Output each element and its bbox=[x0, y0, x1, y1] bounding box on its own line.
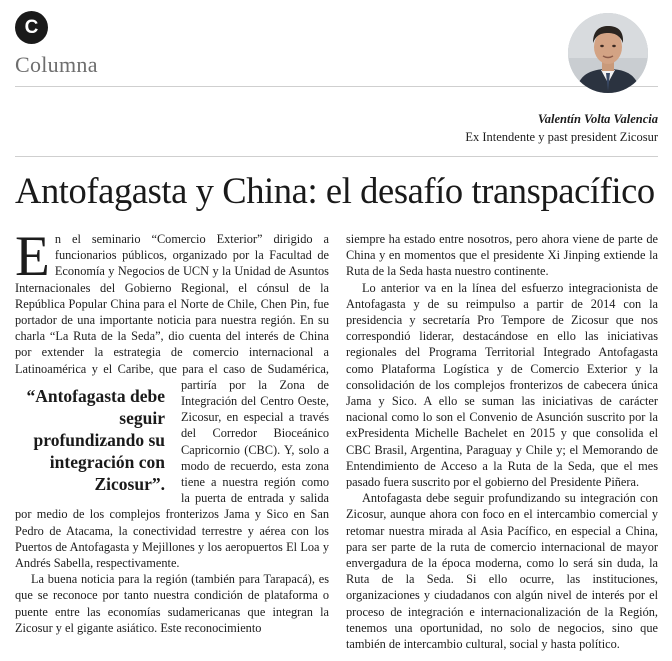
pull-quote: “Antofagasta debe seguir profundizando su integración con Zicosur”. bbox=[26, 385, 165, 494]
dropcap: E bbox=[15, 225, 50, 288]
author-divider bbox=[15, 156, 658, 157]
paragraph-1-wrap: la Zona de Integración del Centro Oeste, Zicosur, en especial a través del Corredor Bioceánico Capricornio (CBC). Y, solo a modo de recuerdo, esta zona tiene a nuestra región como la puerta de entrada y salida por medio de los complejos fronterizos Jama y Sico en San Pedro de Atacama, la conectividad terrestre y aérea con los Puertos de Antofagasta y Mejillones y los aeropuertos El Loa y Andrés Sabella, respectivamente. bbox=[15, 377, 329, 571]
article-column-right bbox=[346, 231, 658, 652]
header-divider bbox=[15, 86, 658, 87]
article-headline: Antofagasta y China: el desafío transpacífico bbox=[15, 170, 655, 211]
section-badge: C bbox=[15, 11, 48, 44]
article-column-left bbox=[15, 225, 329, 636]
author-name: Valentín Volta Valencia bbox=[537, 112, 658, 126]
author-portrait-icon bbox=[568, 13, 648, 93]
paragraph-1-lead: n el seminario “Comercio Exterior” dirigido a funcionarios públicos, organizado por la Facultad de Economía y Negocios de UCN y la Unidad de Asuntos Internacionales del Gobierno Regional, el cónsul de la República Popular China para el Norte de Chile, Chen Pin, fue portador de una importante noticia para nuestra región. En su charla “La Ruta de la Seda”, dio cuenta del interés de China por extender la estrategia de comercio internacional a Latinoamérica y el Caribe, que para el caso de Sudamérica, partiría por bbox=[15, 232, 329, 392]
paragraph-4: Lo anterior va en la línea del esfuerzo integracionista de Antofagasta y de su reimpulso a partir de 2014 con la presidencia y secretaría Pro Tempore de Zicosur que nos correspondió liderar, destacándose en ello las iniciativas regionales del Programa Territorial Integrado Antofagasta como Plataforma Logística y de Comercio Exterior y la consolidación de los complejos fronterizos de cabecera única Jama y Sico. A ello se suman las iniciativas de carácter nacional como lo son el Convenio de Asunción suscrito por la exPresidenta Michelle Bachelet en 2015 y que consolida el CBC Brasil, Argentina, Paraguay y Chile y; el Memorando de Entendimiento de Acceso a la Ruta de la Seda, que el mes pasado fuera suscrito por el gobierno del Presidente Piñera. bbox=[346, 280, 658, 490]
author-role: Ex Intendente y past president Zicosur bbox=[465, 130, 658, 144]
section-label: Columna bbox=[15, 52, 98, 77]
paragraph-3: siempre ha estado entre nosotros, pero ahora viene de parte de China y en momentos que el presidente Xi Jinping extiende la Ruta de la Seda hasta nuestro continente. bbox=[346, 232, 658, 279]
paragraph-2: La buena noticia para la región (también para Tarapacá), es que se reconoce por tanto nuestra condición de plataforma o puente entre las economías sudamericanas que integran la Zicosur y el gigante asiático. Este reconocimiento bbox=[15, 572, 329, 635]
paragraph-1 bbox=[15, 225, 329, 571]
paragraph-5: Antofagasta debe seguir profundizando su integración con Zicosur, aunque ahora con foco en el intercambio comercial y retomar nuestra mirada al Asia Pacífico, en especial a China, para ser parte de la ruta de comercio internacional de mayor envergadura de la época moderna, como lo será sin duda, la Ruta de la Seda. Si ello ocurre, las instituciones, organizaciones y ciudadanos con algún nivel de interés por el proceso de integración e internacionalización de la Región, tenemos una oportunidad, no solo de negocios, sino que también de intercambio cultural, social y hasta político. bbox=[346, 491, 658, 652]
